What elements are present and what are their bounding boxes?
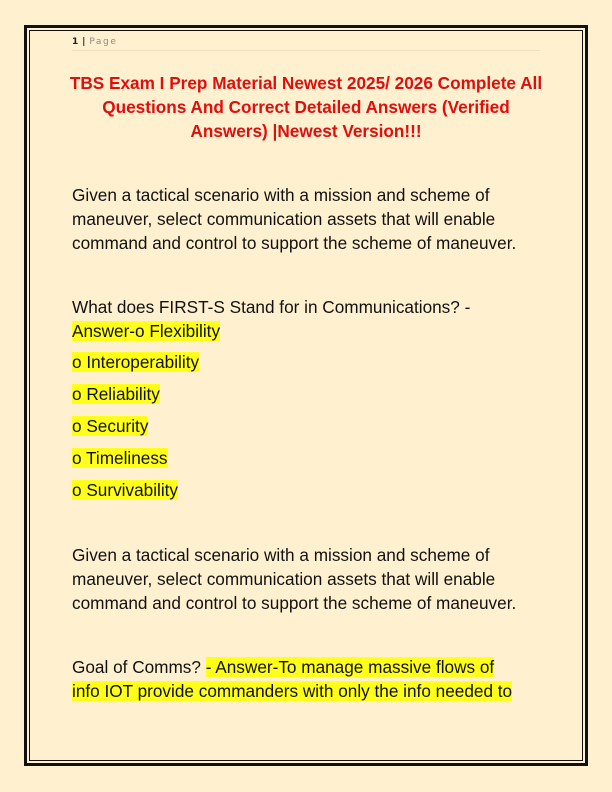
document-title: TBS Exam I Prep Material Newest 2025/ 2026 Complete All Questions And Correct Detailed Answers (Verified Answers) |Newest Version!!! (69, 73, 543, 141)
page-header-separator: | (82, 37, 86, 47)
question-first-s (72, 295, 552, 343)
page-number: 1 (72, 37, 79, 47)
page-header (72, 36, 540, 51)
answer-highlight-line2: info IOT provide commanders with only the info needed to (72, 681, 513, 701)
answer-item-timeliness: o Timeliness (72, 448, 168, 468)
answer-item-security: o Security (72, 416, 149, 436)
answer-highlight: Answer-o Flexibility (72, 321, 221, 341)
scenario-paragraph-1: Given a tactical scenario with a mission and scheme of maneuver, select communication assets that will enable command and control to support the scheme of maneuver. (72, 185, 517, 253)
answer-list-item (72, 352, 199, 373)
answer-highlight-line1: - Answer-To manage massive flows of (205, 657, 495, 677)
answer-list-item (72, 448, 168, 469)
page-label: Page (89, 37, 118, 47)
question-goal-of-comms (72, 655, 552, 703)
answer-item-reliability: o Reliability (72, 384, 160, 404)
answer-list-item (72, 480, 178, 501)
scenario-paragraph-2: Given a tactical scenario with a mission and scheme of maneuver, select communication assets that will enable command and control to support the scheme of maneuver. (72, 545, 517, 613)
answer-list-item (72, 416, 148, 437)
answer-list-item (72, 384, 160, 405)
answer-item-survivability: o Survivability (72, 480, 179, 500)
answer-item-interoperability: o Interoperability (72, 352, 200, 372)
question-text: What does FIRST-S Stand for in Communications? - (72, 297, 471, 317)
question-text: Goal of Comms? (72, 657, 201, 677)
